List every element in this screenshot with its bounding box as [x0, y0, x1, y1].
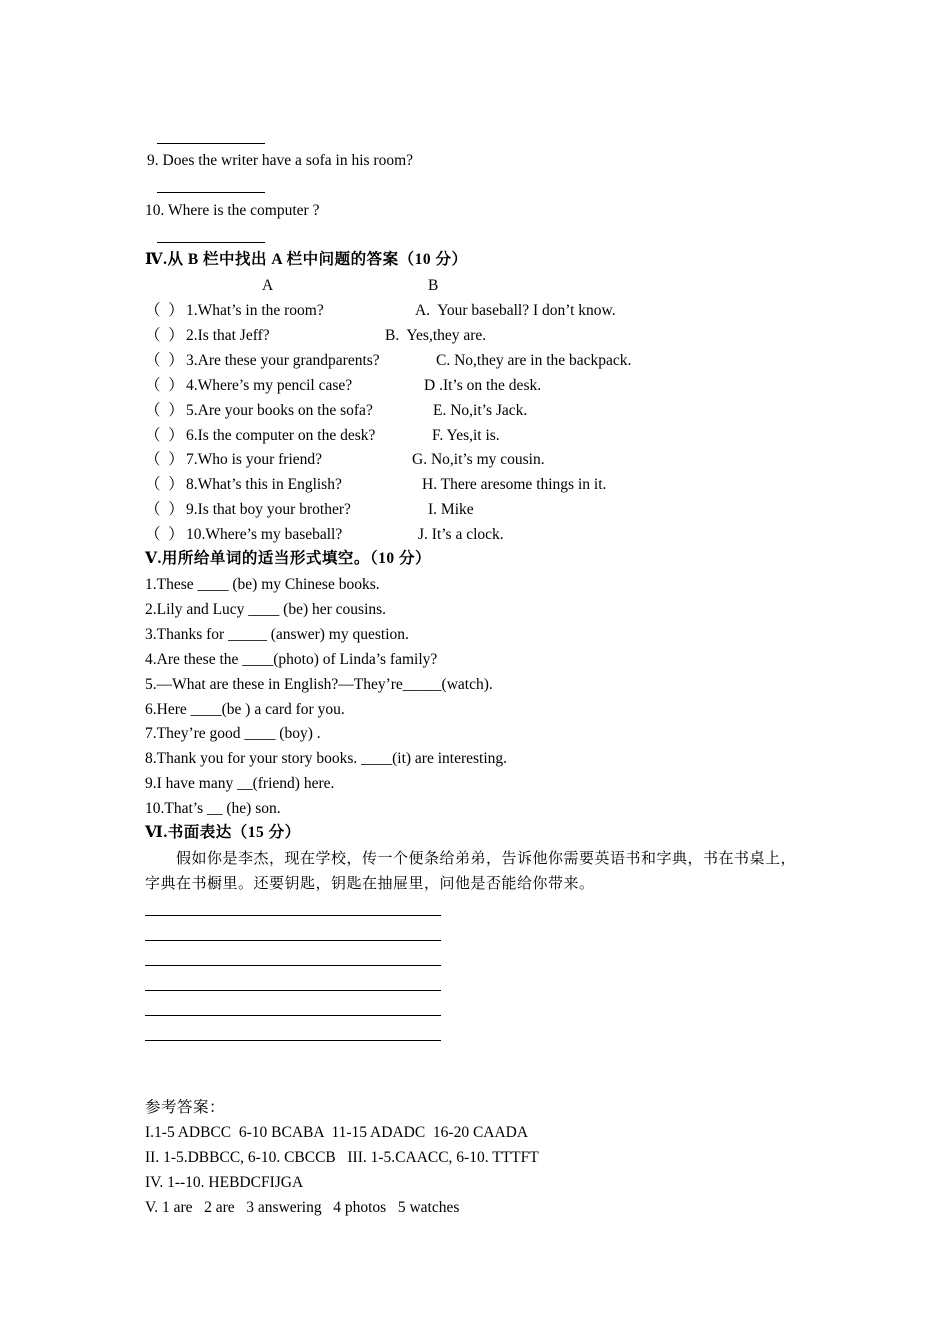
answer-paren[interactable]: （ ）: [145, 377, 184, 394]
match-answer: I. Mike: [428, 501, 474, 518]
match-answer: E. No,it’s Jack.: [433, 402, 528, 419]
match-answer: A. Your baseball? I don’t know.: [415, 302, 616, 319]
match-question: 1.What’s in the room?: [186, 302, 324, 319]
match-question: 6.Is the computer on the desk?: [186, 427, 376, 444]
answer-paren[interactable]: （ ）: [145, 302, 184, 319]
answer-paren[interactable]: （ ）: [145, 526, 184, 543]
section-4-heading: Ⅳ.从 B 栏中找出 A 栏中问题的答案（10 分）: [145, 251, 468, 268]
match-question: 9.Is that boy your brother?: [186, 501, 351, 518]
writing-line[interactable]: [145, 990, 441, 991]
answer-blank-8[interactable]: [157, 143, 265, 144]
answer-key-line-4: V. 1 are 2 are 3 answering 4 photos 5 watches: [145, 1199, 460, 1216]
column-a-header: A: [262, 277, 274, 294]
match-question: 7.Who is your friend?: [186, 451, 323, 468]
list-item: 6.Here ____(be ) a card for you.: [145, 701, 345, 718]
list-item: 2.Lily and Lucy ____ (be) her cousins.: [145, 601, 387, 618]
list-item: 8.Thank you for your story books. ____(it) are interesting.: [145, 750, 508, 767]
question-9: 9. Does the writer have a sofa in his room?: [147, 152, 414, 169]
list-item: 1.These ____ (be) my Chinese books.: [145, 576, 380, 593]
answer-key-line-3: IV. 1--10. HEBDCFIJGA: [145, 1174, 304, 1191]
answer-paren[interactable]: （ ）: [145, 451, 184, 468]
list-item: 10.That’s __ (he) son.: [145, 800, 281, 817]
answer-paren[interactable]: （ ）: [145, 427, 184, 444]
answer-key-title: 参考答案：: [145, 1099, 226, 1116]
match-answer: G. No,it’s my cousin.: [412, 451, 545, 468]
answer-blank-9[interactable]: [157, 192, 265, 193]
match-question: 10.Where’s my baseball?: [186, 526, 343, 543]
list-item: 3.Thanks for _____ (answer) my question.: [145, 626, 409, 643]
match-answer: D .It’s on the desk.: [424, 377, 542, 394]
match-question: 5.Are your books on the sofa?: [186, 402, 373, 419]
answer-paren[interactable]: （ ）: [145, 476, 184, 493]
column-b-header: B: [428, 277, 439, 294]
answer-key-line-1: I.1-5 ADBCC 6-10 BCABA 11-15 ADADC 16-20 CAADA: [145, 1124, 529, 1141]
answer-key-line-2: II. 1-5.DBBCC, 6-10. CBCCB III. 1-5.CAACC, 6-10. TTTFT: [145, 1149, 539, 1166]
list-item: 9.I have many __(friend) here.: [145, 775, 335, 792]
writing-line[interactable]: [145, 915, 441, 916]
answer-blank-10[interactable]: [157, 242, 265, 243]
answer-paren[interactable]: （ ）: [145, 352, 184, 369]
section-6-heading: Ⅵ.书面表达（15 分）: [145, 824, 301, 841]
section-5-heading: Ⅴ.用所给单词的适当形式填空。（10 分）: [145, 550, 432, 567]
question-10: 10. Where is the computer ?: [145, 202, 320, 219]
match-question: 3.Are these your grandparents?: [186, 352, 380, 369]
writing-line[interactable]: [145, 1015, 441, 1016]
match-question: 8.What’s this in English?: [186, 476, 342, 493]
answer-paren[interactable]: （ ）: [145, 327, 184, 344]
writing-line[interactable]: [145, 940, 441, 941]
match-question: 2.Is that Jeff?: [186, 327, 270, 344]
writing-prompt-line-1: 假如你是李杰，现在学校，传一个便条给弟弟，告诉他你需要英语书和字典，书在书桌上，: [176, 851, 797, 867]
list-item: 7.They’re good ____ (boy) .: [145, 725, 321, 742]
match-answer: C. No,they are in the backpack.: [436, 352, 632, 369]
list-item: 4.Are these the ____(photo) of Linda’s family?: [145, 651, 438, 668]
answer-paren[interactable]: （ ）: [145, 501, 184, 518]
answer-paren[interactable]: （ ）: [145, 402, 184, 419]
match-answer: H. There aresome things in it.: [422, 476, 607, 493]
list-item: 5.—What are these in English?—They’re_____(watch).: [145, 676, 493, 693]
writing-line[interactable]: [145, 1040, 441, 1041]
match-answer: F. Yes,it is.: [432, 427, 500, 444]
match-answer: J. It’s a clock.: [418, 526, 504, 543]
match-question: 4.Where’s my pencil case?: [186, 377, 353, 394]
match-answer: B. Yes,they are.: [385, 327, 487, 344]
writing-prompt-line-2: 字典在书橱里。还要钥匙，钥匙在抽屉里，问他是否能给你带来。: [145, 876, 595, 892]
writing-line[interactable]: [145, 965, 441, 966]
